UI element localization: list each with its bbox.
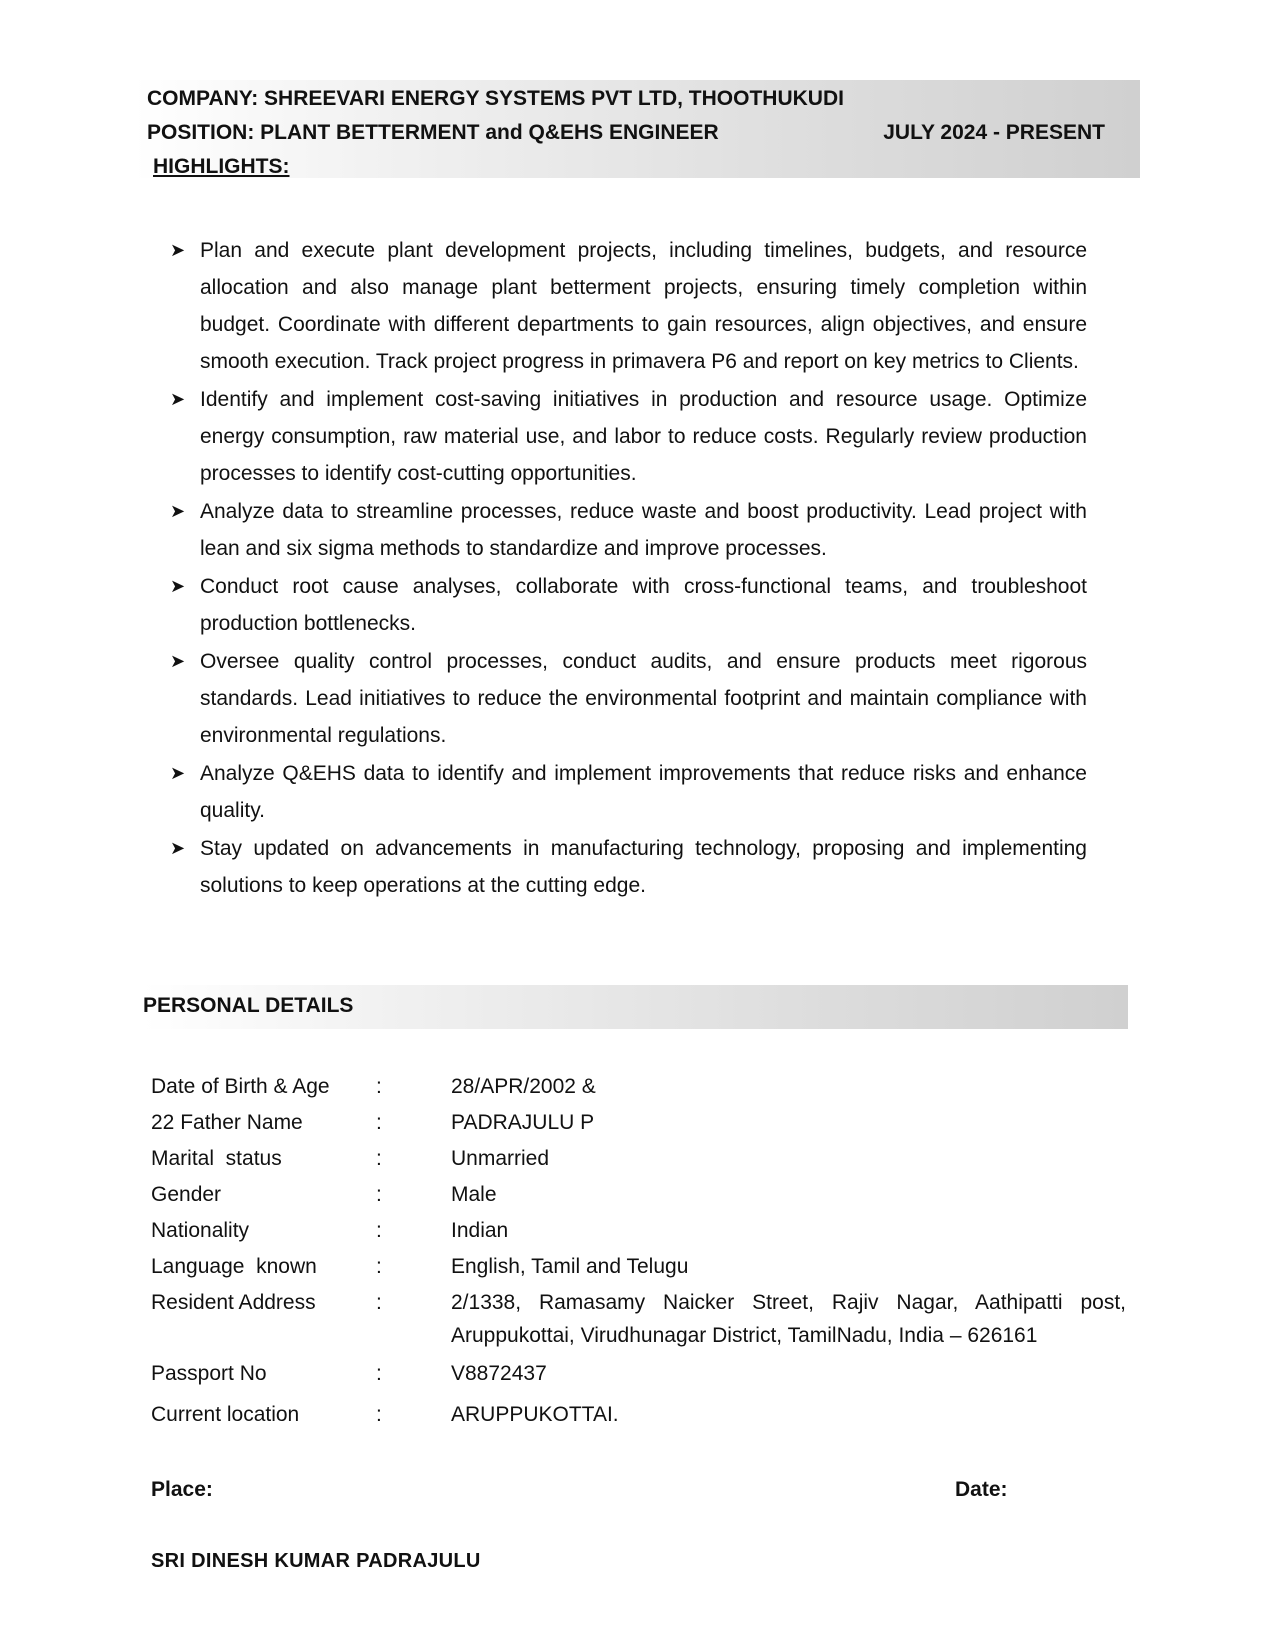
highlight-text: Analyze Q&EHS data to identify and implement improvements that reduce risks and enhance quality. bbox=[200, 762, 1087, 822]
list-item bbox=[170, 381, 1087, 492]
detail-separator: : bbox=[376, 1403, 382, 1426]
arrow-bullet-icon: ➤ bbox=[170, 651, 186, 671]
detail-label: Resident Address bbox=[151, 1291, 316, 1314]
arrow-bullet-icon: ➤ bbox=[170, 389, 186, 409]
list-item bbox=[170, 830, 1087, 904]
detail-separator: : bbox=[376, 1291, 382, 1314]
highlights-heading: HIGHLIGHTS: bbox=[153, 155, 290, 178]
detail-label: Language known bbox=[151, 1255, 317, 1278]
detail-label: Date of Birth & Age bbox=[151, 1075, 330, 1098]
arrow-bullet-icon: ➤ bbox=[170, 501, 186, 521]
detail-label: Marital status bbox=[151, 1147, 282, 1170]
detail-label: Nationality bbox=[151, 1219, 250, 1242]
detail-separator: : bbox=[376, 1111, 382, 1134]
list-item bbox=[170, 493, 1087, 567]
detail-label: Current location bbox=[151, 1403, 300, 1426]
arrow-bullet-icon: ➤ bbox=[170, 240, 186, 260]
arrow-bullet-icon: ➤ bbox=[170, 763, 186, 783]
detail-separator: : bbox=[376, 1183, 382, 1206]
detail-value: ARUPPUKOTTAI. bbox=[451, 1403, 619, 1426]
detail-value: Indian bbox=[451, 1219, 509, 1242]
highlights-list bbox=[170, 232, 1087, 905]
highlight-text: Oversee quality control processes, conduct audits, and ensure products meet rigorous standards. Lead initiatives to reduce the environmental footprint and maintain compliance with environmental regulations. bbox=[200, 650, 1087, 747]
list-item bbox=[170, 568, 1087, 642]
detail-separator: : bbox=[376, 1255, 382, 1278]
detail-separator: : bbox=[376, 1147, 382, 1170]
highlight-text: Analyze data to streamline processes, reduce waste and boost productivity. Lead project with lean and six sigma methods to standardize and improve processes. bbox=[200, 500, 1087, 560]
detail-value: 28/APR/2002 & bbox=[451, 1075, 596, 1098]
highlight-text: Conduct root cause analyses, collaborate with cross-functional teams, and troubleshoot production bottlenecks. bbox=[200, 575, 1087, 635]
detail-label: Gender bbox=[151, 1183, 222, 1206]
highlight-text: Plan and execute plant development projects, including timelines, budgets, and resource allocation and also manage plant betterment projects, ensuring timely completion within budget. Coordinate with different departments to gain resources, align objectives, and ensure smooth execution. Track project progress in primavera P6 and report on key metrics to Clients. bbox=[200, 239, 1087, 373]
company-name: COMPANY: SHREEVARI ENERGY SYSTEMS PVT LTD, THOOTHUKUDI bbox=[147, 87, 844, 110]
detail-separator: : bbox=[376, 1362, 382, 1385]
arrow-bullet-icon: ➤ bbox=[170, 838, 186, 858]
detail-value: V8872437 bbox=[451, 1362, 547, 1385]
place-label: Place: bbox=[151, 1478, 213, 1501]
employment-date-range: JULY 2024 - PRESENT bbox=[883, 121, 1105, 144]
highlight-text: Identify and implement cost-saving initiatives in production and resource usage. Optimize energy consumption, raw material use, and labor to reduce costs. Regularly review production processes to identify cost-cutting opportunities. bbox=[200, 388, 1087, 485]
detail-label: Passport No bbox=[151, 1362, 267, 1385]
highlight-text: Stay updated on advancements in manufacturing technology, proposing and implementing solutions to keep operations at the cutting edge. bbox=[200, 837, 1087, 897]
detail-value: 2/1338, Ramasamy Naicker Street, Rajiv Nagar, Aathipatti post, Aruppukottai, Virudhunagar District, TamilNadu, India – 626161 bbox=[451, 1291, 1126, 1347]
detail-value: Male bbox=[451, 1183, 497, 1206]
list-item bbox=[170, 755, 1087, 829]
detail-value: PADRAJULU P bbox=[451, 1111, 595, 1134]
detail-value: English, Tamil and Telugu bbox=[451, 1255, 689, 1278]
signatory-name: SRI DINESH KUMAR PADRAJULU bbox=[151, 1550, 481, 1572]
personal-details-heading: PERSONAL DETAILS bbox=[143, 994, 354, 1017]
detail-label: 22 Father Name bbox=[151, 1111, 303, 1134]
detail-value: Unmarried bbox=[451, 1147, 550, 1170]
list-item bbox=[170, 232, 1087, 380]
detail-separator: : bbox=[376, 1075, 382, 1098]
list-item bbox=[170, 643, 1087, 754]
position-title: POSITION: PLANT BETTERMENT and Q&EHS ENGINEER bbox=[147, 121, 719, 144]
arrow-bullet-icon: ➤ bbox=[170, 576, 186, 596]
detail-separator: : bbox=[376, 1219, 382, 1242]
date-label: Date: bbox=[955, 1478, 1008, 1501]
